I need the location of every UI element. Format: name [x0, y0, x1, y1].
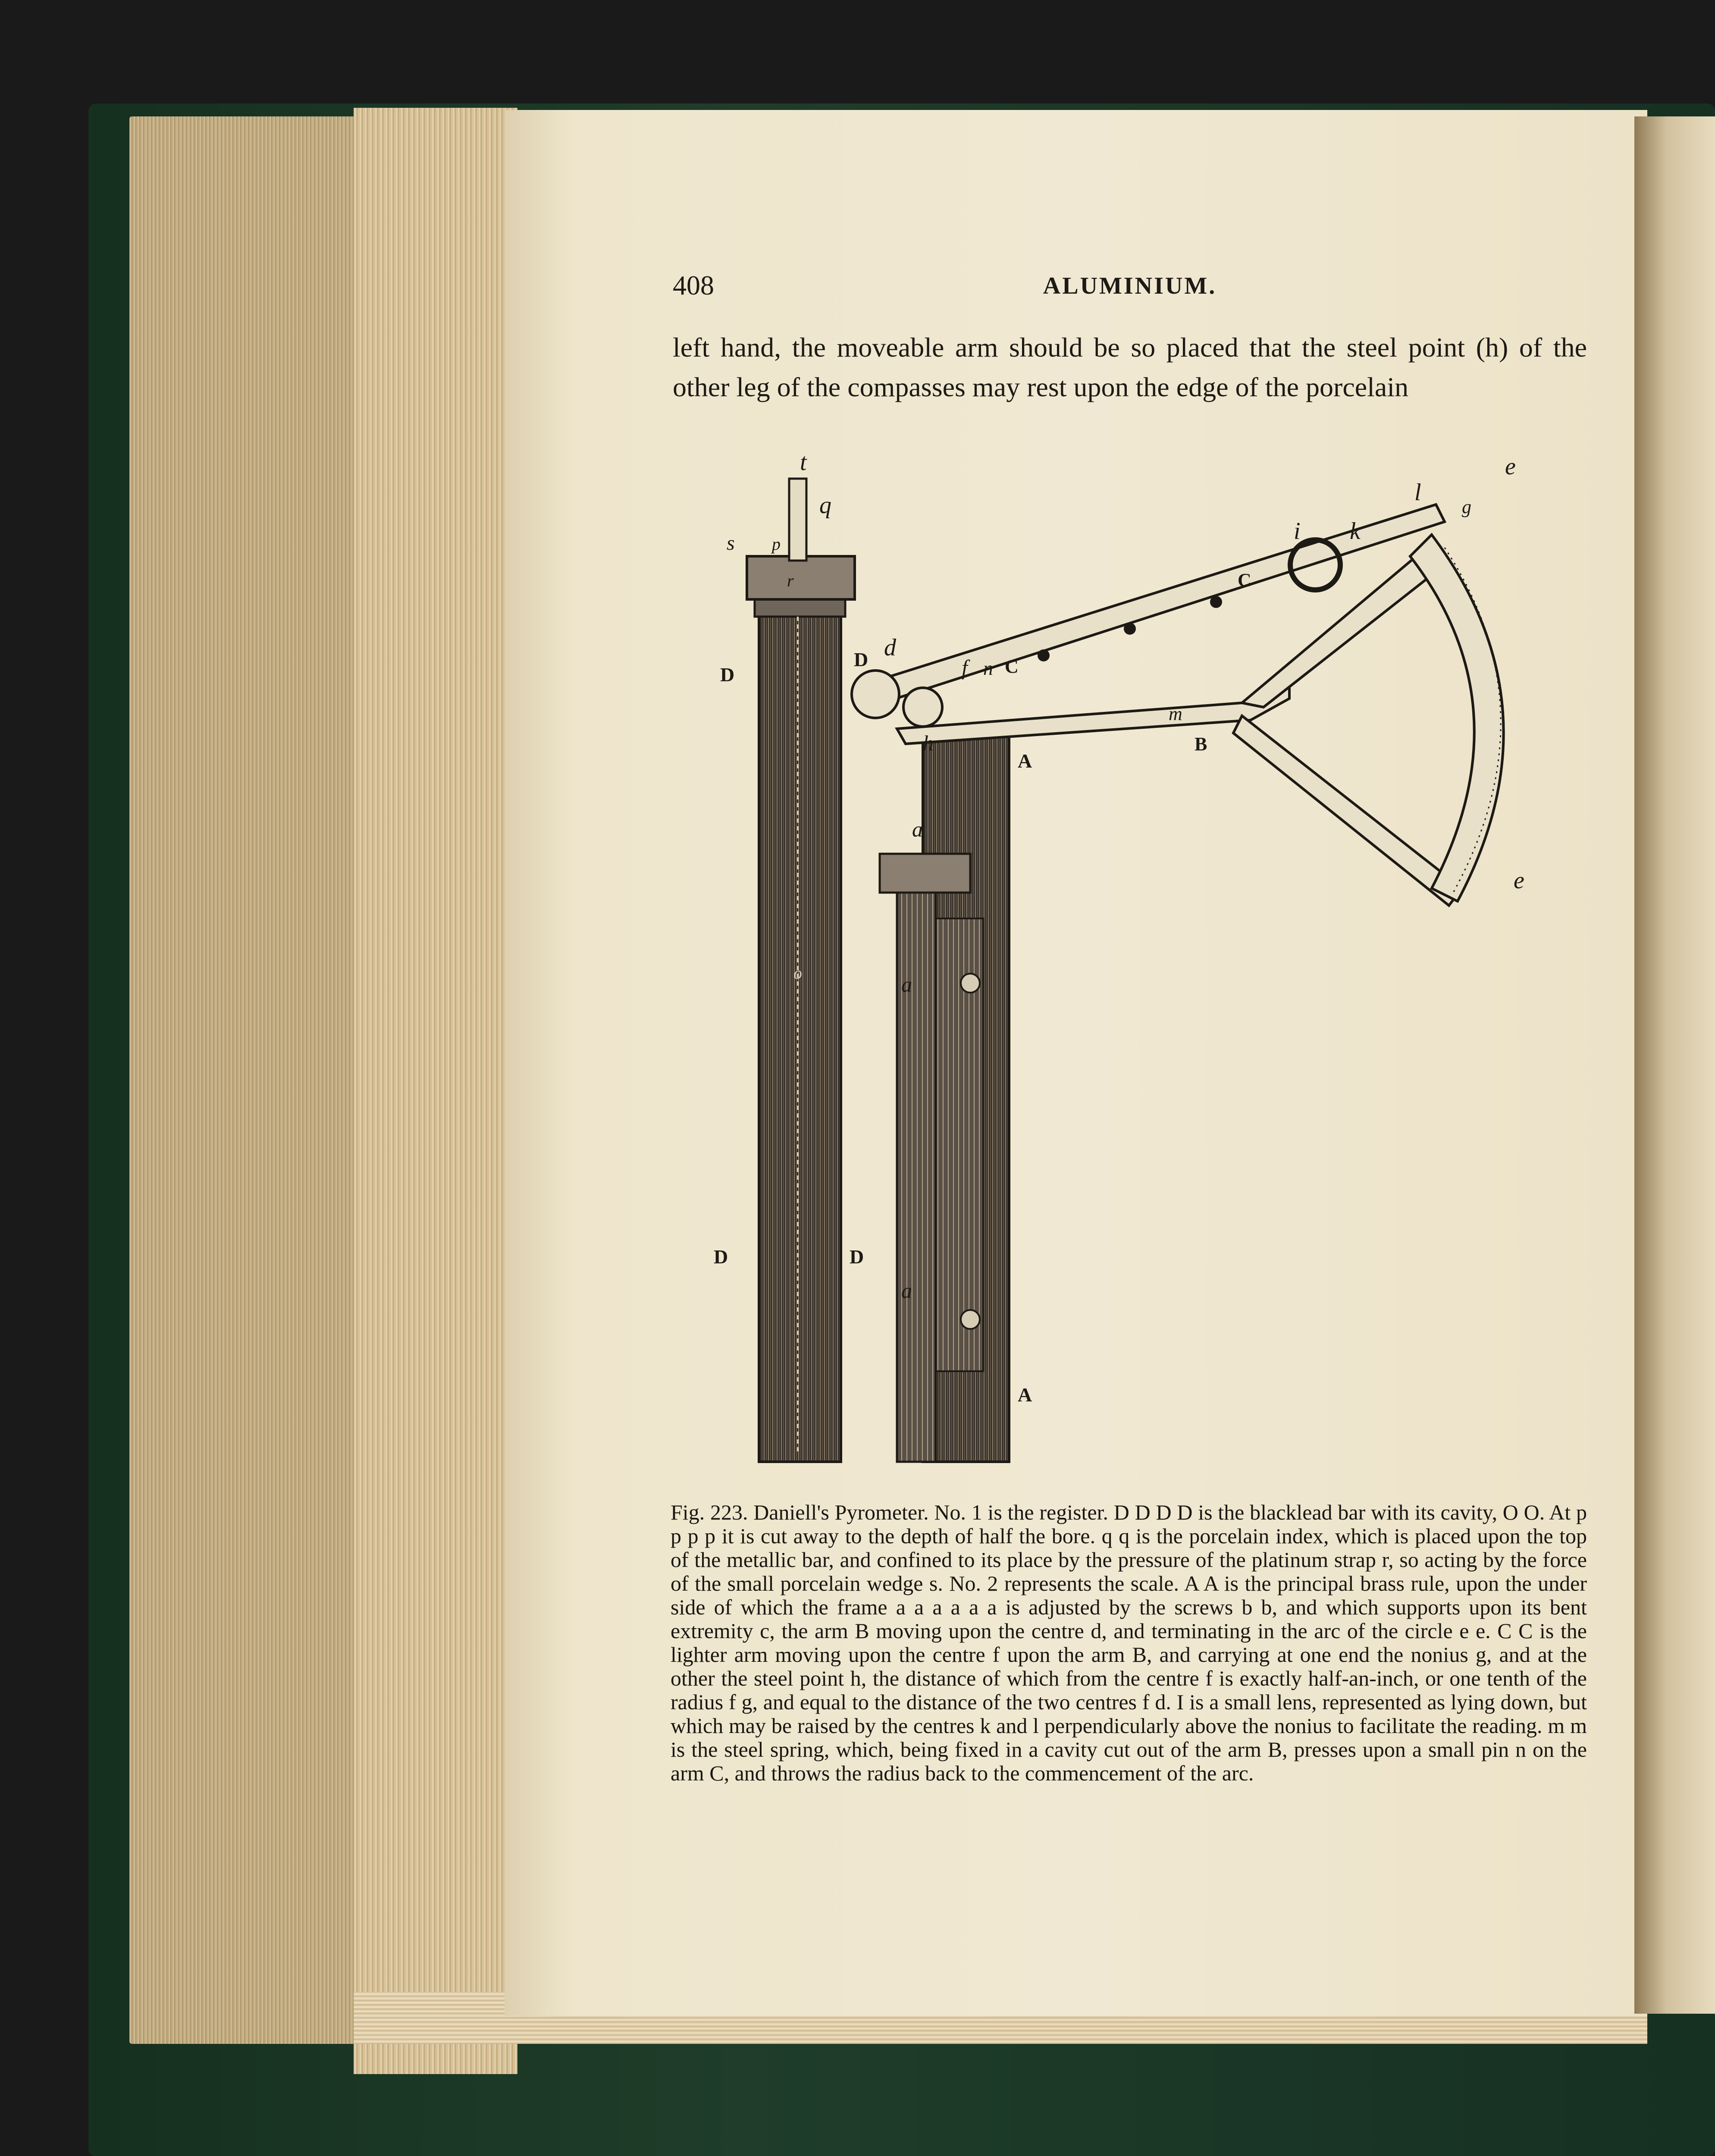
brass-rule: [880, 733, 1009, 1462]
label-e-1: e: [1505, 453, 1516, 480]
label-p: p: [772, 534, 781, 554]
pyrometer-figure: [673, 440, 1587, 1466]
page-header: [673, 270, 1587, 308]
label-d: d: [884, 634, 896, 661]
label-a-frame-2: a: [901, 972, 912, 997]
page-edges-left: [354, 108, 517, 2074]
label-h: h: [923, 731, 934, 755]
label-n: n: [983, 657, 993, 679]
label-c-1: C: [1005, 656, 1019, 677]
label-f: f: [962, 655, 968, 680]
label-a-frame-3: a: [901, 1279, 912, 1303]
label-a-rule-2: A: [1018, 1384, 1032, 1406]
label-t: t: [800, 449, 807, 476]
label-d-4: D: [850, 1246, 864, 1268]
label-i: i: [1294, 518, 1301, 545]
label-c-2: C: [1238, 570, 1251, 591]
label-s: s: [727, 532, 735, 555]
label-k: k: [1350, 518, 1361, 545]
label-d-1: D: [720, 664, 735, 686]
page-block-left: [129, 116, 371, 2044]
label-m: m: [1169, 703, 1182, 724]
label-d-3: D: [714, 1246, 728, 1268]
page-number: 408: [673, 270, 714, 301]
figure-caption: Fig. 223. Daniell's Pyrometer. No. 1 is the register. D D D D is the blacklead bar with its cavity, O O. At p p p p it is cut away to the depth of half the bore. q q is the porcelain index, which is placed upon the top of the metallic bar, and confined to its place by the pressure of the platinum strap r, so acting by the force of the small porcelain wedge s. No. 2 represents the scale. A A is the principal brass rule, upon the under side of which the frame a a a a a a is adjusted by the screws b b, and which supports upon its bent extremity c, the arm B moving upon the centre d, and terminating in the arc of the circle e e. C C is the lighter arm moving upon the centre f upon the arm B, and carrying at one end the nonius g, and at the other the steel point h, the distance of which from the centre f is exactly half-an-inch, or one tenth of the radius f g, and equal to the distance of the two centres f d. I is a small lens, represented as lying down, but which may be raised by the centres k and l perpendicularly above the nonius to facilitate the reading. m m is the steel spring, which, being fixed in a cavity cut out of the arm B, presses upon a small pin n on the arm C, and throws the radius back to the commencement of the arc.: [671, 1500, 1587, 1785]
label-q: q: [819, 492, 831, 519]
label-g: g: [1462, 496, 1471, 517]
label-a-frame-1: a: [912, 817, 923, 841]
label-o: o: [793, 963, 802, 983]
label-d-2: D: [854, 649, 868, 671]
label-e-2: e: [1514, 867, 1524, 894]
label-b: B: [1195, 733, 1207, 755]
body-paragraph: left hand, the moveable arm should be so placed that the steel point (h) of the other leg of the compasses may rest upon the edge of the porcelain: [673, 332, 1587, 402]
facing-page-edge: [1634, 116, 1715, 2014]
label-a-rule-1: A: [1018, 750, 1032, 772]
label-l: l: [1414, 479, 1421, 506]
label-r: r: [787, 571, 794, 590]
running-head: ALUMINIUM.: [1043, 273, 1217, 299]
